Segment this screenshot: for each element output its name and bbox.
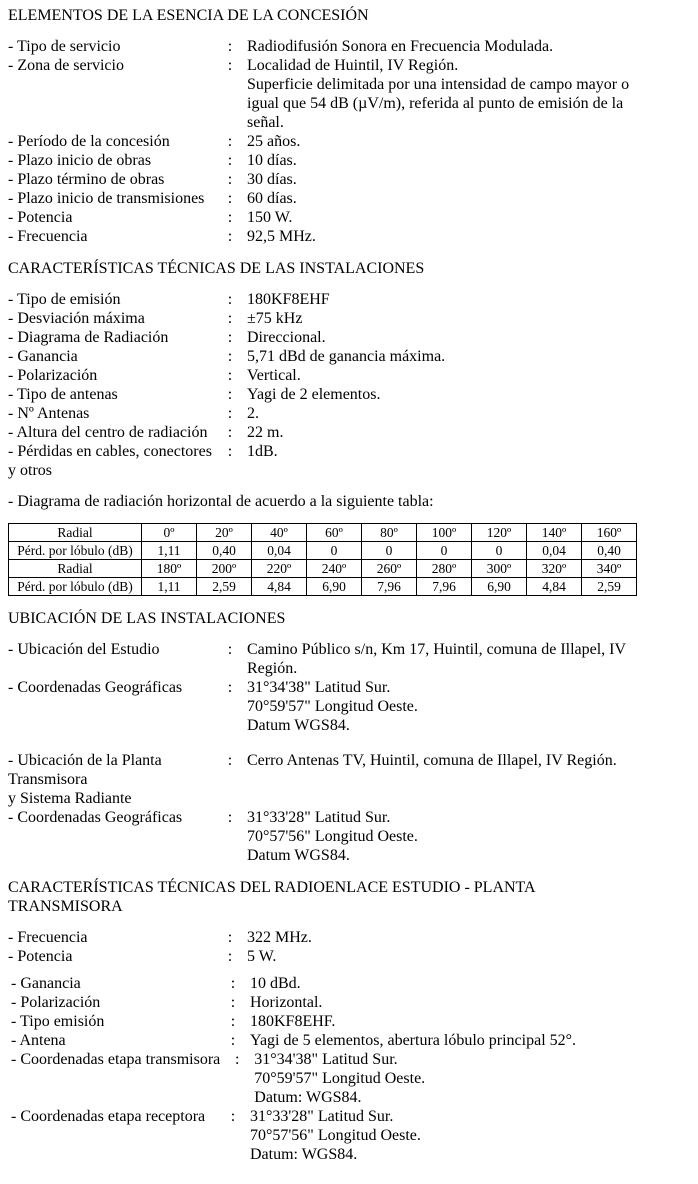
field-row: [8, 347, 688, 366]
field-label: [11, 993, 216, 1012]
field-label-line: - Nº Antenas: [8, 405, 90, 422]
field-value: [247, 290, 688, 309]
field-row: [8, 290, 688, 309]
field-value: [247, 227, 688, 246]
field-group: [8, 290, 688, 480]
field-label: [11, 1031, 216, 1050]
field-colon: :: [230, 975, 236, 992]
field-row: [8, 37, 688, 56]
field-label: [8, 170, 213, 189]
table-cell: 0,40: [197, 542, 252, 560]
field-label-line: - Pérdidas en cables, conectores: [8, 443, 212, 460]
field-row: [8, 808, 688, 865]
field-colon: :: [227, 679, 233, 696]
table-cell: 0: [362, 542, 417, 560]
field-label-line: - Coordenadas Geográficas: [8, 679, 183, 696]
table-cell: 1,11: [142, 578, 197, 596]
field-colon: :: [230, 1013, 236, 1030]
field-value: [254, 1050, 688, 1107]
field-value: [247, 947, 688, 966]
field-label: [8, 328, 213, 347]
field-group: [8, 37, 688, 246]
field-value-line: Yagi de 2 elementos.: [247, 386, 381, 403]
field-colon: :: [227, 443, 233, 460]
field-row: [8, 151, 688, 170]
field-colon: :: [227, 641, 233, 658]
field-value: [247, 366, 688, 385]
field-value-line: 60 días.: [247, 190, 297, 207]
field-label-line: - Ganancia: [8, 348, 78, 365]
field-label-line: - Plazo término de obras: [8, 171, 165, 188]
field-row: [11, 1012, 688, 1031]
field-label-line: - Tipo emisión: [11, 1013, 105, 1030]
field-group: [8, 751, 688, 865]
table-cell: 6,90: [307, 578, 362, 596]
field-value: [247, 56, 688, 132]
field-label-line: - Coordenadas etapa receptora: [11, 1108, 206, 1125]
field-row: [8, 208, 688, 227]
field-row: [8, 328, 688, 347]
field-row: [11, 1050, 688, 1107]
field-value-line: 25 años.: [247, 133, 301, 150]
field-colon: :: [227, 405, 233, 422]
field-colon: :: [227, 133, 233, 150]
field-row: [8, 442, 688, 480]
field-label: [8, 385, 213, 404]
field-value-line: Camino Público s/n, Km 17, Huintil, comuna de Illapel, IV: [247, 641, 627, 658]
section-heading-line: UBICACIÓN DE LAS INSTALACIONES: [8, 610, 286, 627]
field-label: [8, 227, 213, 246]
section-heading: [8, 6, 688, 25]
table-cell: 0,04: [252, 542, 307, 560]
field-value-line: 92,5 MHz.: [247, 228, 316, 245]
field-value-line: Datum: WGS84.: [254, 1089, 362, 1106]
field-label-line: - Altura del centro de radiación: [8, 424, 208, 441]
section-heading-line: TRANSMISORA: [8, 898, 123, 915]
field-row: [8, 366, 688, 385]
field-label: [8, 928, 213, 947]
field-colon: :: [227, 291, 233, 308]
field-value: [247, 328, 688, 347]
field-value: [247, 170, 688, 189]
field-label: [8, 640, 213, 659]
field-label-line: y otros: [8, 462, 52, 479]
table-cell: 340º: [582, 560, 637, 578]
field-value: [247, 37, 688, 56]
field-label-line: - Potencia: [8, 209, 73, 226]
field-row: [8, 678, 688, 735]
field-value: [247, 132, 688, 151]
field-label-line: - Polarización: [11, 994, 101, 1011]
field-value-line: 2.: [247, 405, 259, 422]
field-value-line: Horizontal.: [250, 994, 323, 1011]
table-cell: 260º: [362, 560, 417, 578]
field-row: [11, 1031, 688, 1050]
field-value-line: 322 MHz.: [247, 929, 312, 946]
table-cell: 0: [307, 542, 362, 560]
field-value: [247, 347, 688, 366]
field-label-line: - Tipo de emisión: [8, 291, 121, 308]
table-cell: 60º: [307, 524, 362, 542]
field-row: [8, 309, 688, 328]
field-value-line: Radiodifusión Sonora en Frecuencia Modulada.: [247, 38, 554, 55]
section-heading-line: CARACTERÍSTICAS TÉCNICAS DEL RADIOENLACE ESTUDIO - PLANTA: [8, 879, 536, 896]
section-heading: [8, 259, 688, 278]
field-colon: :: [227, 348, 233, 365]
section-heading-line: ELEMENTOS DE LA ESENCIA DE LA CONCESIÓN: [8, 7, 369, 24]
field-value-line: Datum: WGS84.: [250, 1146, 358, 1163]
field-label: [11, 1012, 216, 1031]
field-value: [247, 442, 688, 461]
field-value: [247, 385, 688, 404]
field-value-line: 5 W.: [247, 948, 277, 965]
document-section: [8, 609, 688, 865]
field-label: [8, 678, 213, 697]
field-label: [8, 947, 213, 966]
field-group: [8, 640, 688, 735]
field-label: [8, 366, 213, 385]
field-colon: :: [230, 1032, 236, 1049]
field-label: [8, 347, 213, 366]
field-colon: :: [227, 228, 233, 245]
field-colon: :: [230, 994, 236, 1011]
field-colon: :: [227, 190, 233, 207]
table-cell: 40º: [252, 524, 307, 542]
field-label-line: - Ganancia: [11, 975, 81, 992]
radiation-pattern-table: [8, 523, 637, 596]
field-colon: :: [227, 171, 233, 188]
field-label-line: - Potencia: [8, 948, 73, 965]
field-label-line: - Frecuencia: [8, 929, 88, 946]
table-row-header-cell: Radial: [9, 524, 142, 542]
field-colon: :: [227, 310, 233, 327]
table-row: [9, 578, 637, 596]
field-value-line: 70°57'56" Longitud Oeste.: [250, 1127, 421, 1144]
field-colon: :: [227, 752, 233, 769]
table-cell: 160º: [582, 524, 637, 542]
field-label-line: - Coordenadas etapa transmisora: [11, 1051, 221, 1068]
field-value: [247, 151, 688, 170]
table-cell: 180º: [142, 560, 197, 578]
field-value: [250, 1107, 688, 1164]
field-label-line: - Polarización: [8, 367, 98, 384]
field-value: [247, 751, 688, 770]
section-heading: [8, 609, 688, 628]
field-colon: :: [227, 386, 233, 403]
field-value: [247, 404, 688, 423]
table-cell: 2,59: [582, 578, 637, 596]
field-value-line: 180KF8EHF.: [250, 1013, 336, 1030]
table-cell: 2,59: [197, 578, 252, 596]
field-value-line: 150 W.: [247, 209, 293, 226]
field-colon: :: [227, 57, 233, 74]
field-value: [247, 678, 688, 735]
field-row: [8, 132, 688, 151]
field-value-line: ±75 kHz: [247, 310, 303, 327]
field-colon: :: [227, 809, 233, 826]
field-label: [8, 56, 213, 75]
field-label: [8, 132, 213, 151]
field-value: [250, 1031, 688, 1050]
table-cell: 280º: [417, 560, 472, 578]
field-value: [250, 1012, 688, 1031]
table-row-header-cell: Pérd. por lóbulo (dB): [9, 542, 142, 560]
field-value: [247, 423, 688, 442]
field-label-line: - Ubicación del Estudio: [8, 641, 160, 658]
field-group: [8, 928, 688, 966]
field-label-line: - Antena: [11, 1032, 66, 1049]
field-row: [11, 993, 688, 1012]
field-value-line: 30 días.: [247, 171, 297, 188]
field-label: [8, 189, 213, 208]
field-row: [8, 928, 688, 947]
document-section: [8, 878, 688, 1164]
field-label: [11, 1050, 220, 1069]
field-value: [247, 208, 688, 227]
field-value: [250, 974, 688, 993]
field-row: [8, 423, 688, 442]
field-colon: :: [227, 929, 233, 946]
field-label-line: - Período de la concesión: [8, 133, 170, 150]
field-label-line: - Ubicación de la Planta: [8, 752, 162, 769]
field-label: [8, 309, 213, 328]
table-cell: 240º: [307, 560, 362, 578]
table-cell: 220º: [252, 560, 307, 578]
field-label: [8, 751, 213, 808]
field-label-line: - Diagrama de Radiación: [8, 329, 169, 346]
field-label-line: - Zona de servicio: [8, 57, 124, 74]
field-colon: :: [227, 209, 233, 226]
field-label-line: y Sistema Radiante: [8, 790, 132, 807]
field-value-line: Yagi de 5 elementos, abertura lóbulo principal 52°.: [250, 1032, 577, 1049]
table-cell: 0: [417, 542, 472, 560]
field-row: [11, 1107, 688, 1164]
field-row: [8, 170, 688, 189]
table-row: [9, 560, 637, 578]
field-value-line: Direccional.: [247, 329, 326, 346]
document-section: [8, 259, 688, 596]
table-row: [9, 524, 637, 542]
section-heading: [8, 878, 688, 916]
field-value-line: 22 m.: [247, 424, 284, 441]
field-label-line: - Plazo inicio de obras: [8, 152, 152, 169]
field-colon: :: [227, 424, 233, 441]
section-heading-line: CARACTERÍSTICAS TÉCNICAS DE LAS INSTALACIONES: [8, 260, 425, 277]
field-value-line: 5,71 dBd de ganancia máxima.: [247, 348, 446, 365]
table-cell: 7,96: [362, 578, 417, 596]
table-row-header-cell: Radial: [9, 560, 142, 578]
field-value-line: Cerro Antenas TV, Huintil, comuna de Illapel, IV Región.: [247, 752, 617, 769]
field-value-line: Datum WGS84.: [247, 847, 350, 864]
field-row: [8, 189, 688, 208]
table-cell: 80º: [362, 524, 417, 542]
field-value-line: 31°34'38" Latitud Sur.: [247, 679, 391, 696]
field-label-line: - Plazo inicio de transmisiones: [8, 190, 205, 207]
field-label: [8, 208, 213, 227]
field-label-line: Transmisora: [8, 771, 88, 788]
table-cell: 120º: [472, 524, 527, 542]
table-cell: 320º: [527, 560, 582, 578]
table-cell: 300º: [472, 560, 527, 578]
field-row: [8, 385, 688, 404]
field-label-line: - Desviación máxima: [8, 310, 145, 327]
field-label-line: - Tipo de antenas: [8, 386, 118, 403]
field-row: [8, 227, 688, 246]
field-value-line: 70°57'56" Longitud Oeste.: [247, 828, 418, 845]
field-colon: :: [227, 948, 233, 965]
field-value-line: Localidad de Huintil, IV Región.: [247, 57, 459, 74]
field-value: [247, 640, 688, 678]
field-label-line: - Coordenadas Geográficas: [8, 809, 183, 826]
field-label: [8, 423, 213, 442]
field-row: [8, 56, 688, 132]
field-value-line: 1dB.: [247, 443, 278, 460]
table-cell: 140º: [527, 524, 582, 542]
field-value-line: Vertical.: [247, 367, 301, 384]
field-value: [250, 993, 688, 1012]
field-value-line: 70°59'57" Longitud Oeste.: [247, 698, 418, 715]
field-value-line: Datum WGS84.: [247, 717, 350, 734]
table-cell: 100º: [417, 524, 472, 542]
radiation-table-intro: - Diagrama de radiación horizontal de acuerdo a la siguiente tabla:: [8, 493, 434, 510]
field-colon: :: [227, 329, 233, 346]
field-label: [8, 151, 213, 170]
field-value-line: 31°33'28" Latitud Sur.: [250, 1108, 394, 1125]
field-label: [8, 442, 213, 480]
field-value-line: 10 días.: [247, 152, 297, 169]
field-label-line: - Frecuencia: [8, 228, 88, 245]
table-cell: 4,84: [252, 578, 307, 596]
field-row: [8, 640, 688, 678]
field-value-line: 31°34'38" Latitud Sur.: [254, 1051, 398, 1068]
field-label-line: - Tipo de servicio: [8, 38, 121, 55]
table-cell: 0º: [142, 524, 197, 542]
table-cell: 0: [472, 542, 527, 560]
field-label: [8, 808, 213, 827]
field-label: [8, 37, 213, 56]
field-label: [11, 1107, 216, 1126]
field-value: [247, 928, 688, 947]
field-value: [247, 309, 688, 328]
table-cell: 0,04: [527, 542, 582, 560]
field-value-line: 10 dBd.: [250, 975, 301, 992]
table-cell: 7,96: [417, 578, 472, 596]
field-colon: :: [235, 1051, 240, 1068]
document-section: [8, 6, 688, 246]
field-group: [8, 974, 688, 1164]
field-label: [11, 974, 216, 993]
table-cell: 4,84: [527, 578, 582, 596]
field-value-line: Superficie delimitada por una intensidad de campo mayor o: [247, 76, 630, 93]
table-cell: 20º: [197, 524, 252, 542]
field-value-line: 31°33'28" Latitud Sur.: [247, 809, 391, 826]
field-value-line: igual que 54 dB (µV/m), referida al punto de emisión de la: [247, 95, 624, 112]
field-colon: :: [227, 152, 233, 169]
field-row: [8, 404, 688, 423]
field-value: [247, 808, 688, 865]
table-cell: 6,90: [472, 578, 527, 596]
field-row: [8, 751, 688, 808]
field-colon: :: [227, 367, 233, 384]
field-value-line: 180KF8EHF: [247, 291, 330, 308]
table-row: [9, 542, 637, 560]
field-colon: :: [230, 1108, 236, 1125]
table-cell: 200º: [197, 560, 252, 578]
field-value: [247, 189, 688, 208]
field-label: [8, 404, 213, 423]
field-colon: :: [227, 38, 233, 55]
field-value-line: señal.: [247, 114, 284, 131]
field-value-line: 70°59'57" Longitud Oeste.: [254, 1070, 426, 1087]
field-row: [8, 947, 688, 966]
table-cell: 0,40: [582, 542, 637, 560]
field-label: [8, 290, 213, 309]
field-row: [11, 974, 688, 993]
table-cell: 1,11: [142, 542, 197, 560]
table-row-header-cell: Pérd. por lóbulo (dB): [9, 578, 142, 596]
field-value-line: Región.: [247, 660, 298, 677]
